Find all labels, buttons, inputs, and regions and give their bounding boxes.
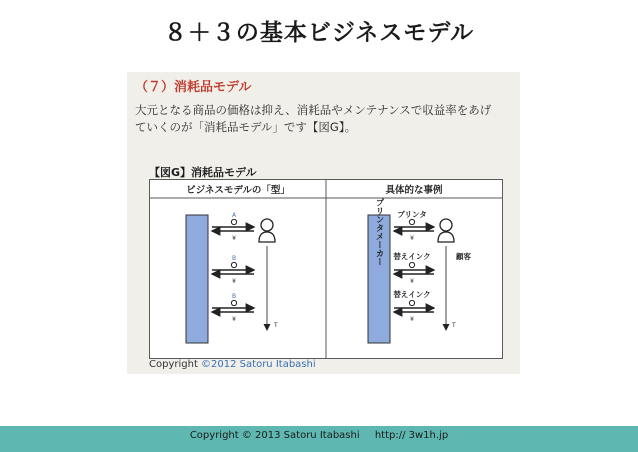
body-line-2: ていくのが「消耗品モデル」です【図G】。 — [135, 120, 357, 134]
footer-url[interactable]: http:// 3w1h.jp — [374, 430, 449, 441]
customer-icon — [438, 219, 454, 242]
left-step-label-3: B — [231, 293, 237, 300]
figure-label: 【図G】消耗品モデル — [149, 166, 257, 179]
body-line-1: 大元となる商品の価格は抑え、消耗品やメンテナンスで収益率をあげ — [135, 103, 492, 117]
figure-copyright-year: ©2012 Satoru Itabashi — [201, 359, 316, 370]
printer-label: プリンタ — [397, 210, 427, 219]
right-yen-3: ¥ — [410, 316, 414, 323]
footer — [0, 430, 638, 441]
right-yen-1: ¥ — [410, 235, 414, 242]
ink-label-2: 替えインク — [393, 290, 431, 299]
right-yen-2: ¥ — [410, 278, 414, 285]
left-step-label-1: A — [231, 212, 237, 219]
left-yen-3: ¥ — [232, 316, 236, 323]
left-company-bar — [186, 215, 208, 343]
ink-label-1: 替えインク — [393, 252, 431, 261]
slide-title: ８＋３の基本ビジネスモデル — [163, 20, 475, 46]
left-yen-1: ¥ — [232, 235, 236, 242]
left-yen-2: ¥ — [232, 278, 236, 285]
figure-copyright-prefix: Copyright — [149, 359, 202, 370]
right-header: 具体的な事例 — [385, 185, 443, 196]
left-time-label: T — [274, 322, 278, 329]
left-step-label-2: B — [231, 255, 237, 262]
left-person-icon — [259, 219, 275, 242]
printer-maker-label: プリンタメーカー — [374, 198, 384, 266]
left-header: ビジネスモデルの「型」 — [186, 185, 290, 196]
figure-copyright — [149, 359, 316, 370]
footer-copyright: Copyright © 2013 Satoru Itabashi — [189, 430, 360, 441]
right-time-label: T — [452, 322, 456, 329]
section-title: （７）消耗品モデル — [135, 80, 252, 95]
customer-label: 顧客 — [456, 252, 471, 261]
figure-box — [149, 179, 503, 359]
section-body — [135, 102, 513, 136]
content-image — [127, 72, 520, 374]
figure-diagram — [150, 180, 502, 358]
